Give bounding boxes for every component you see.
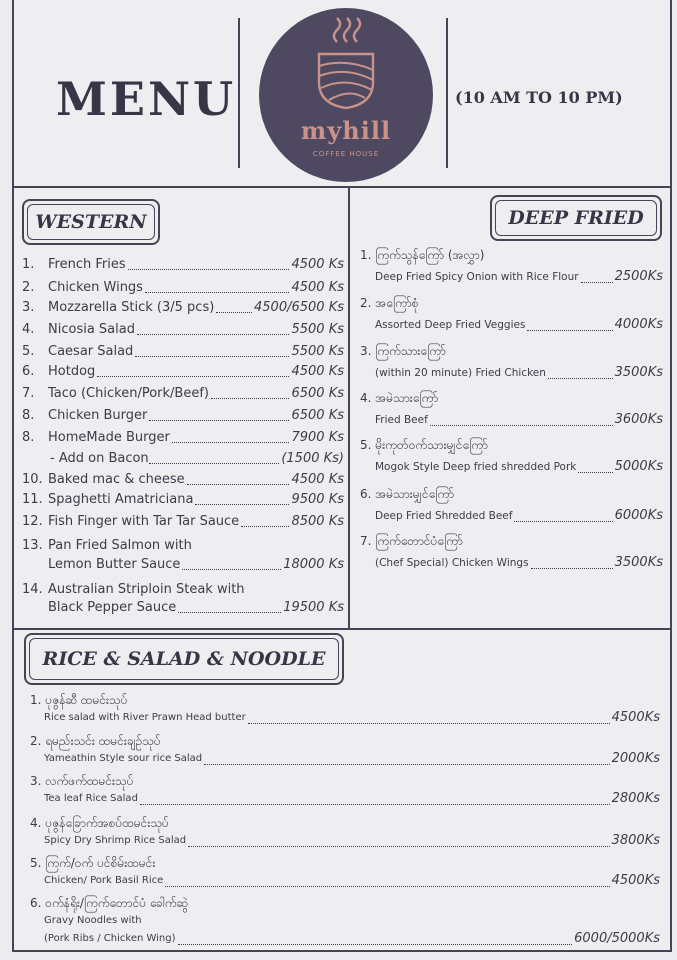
item-price: 4500 Ks — [291, 280, 344, 295]
menu-item-western — [22, 451, 344, 471]
item-price: 8500 Ks — [291, 514, 344, 529]
item-name-burmese: ကြက်သားကြော် — [375, 344, 446, 358]
item-price: 7900 Ks — [291, 430, 344, 445]
item-name: Spaghetti Amatriciana — [48, 492, 194, 507]
page-title: MENU — [56, 72, 237, 126]
leader-dots — [165, 886, 609, 887]
item-name: Deep Fried Shredded Beef — [375, 510, 513, 522]
item-name: Lemon Butter Sauce — [48, 557, 181, 572]
leader-dots — [128, 269, 290, 270]
menu-item-western — [22, 300, 344, 320]
item-name: Taco (Chicken/Pork/Beef) — [48, 386, 209, 401]
menu-item-rice-title — [30, 895, 188, 913]
item-number: 7. — [22, 386, 35, 401]
menu-item-rice — [44, 915, 660, 933]
item-price: 6000Ks — [614, 508, 663, 523]
item-name: French Fries — [48, 257, 126, 272]
item-price: 5500 Ks — [291, 344, 344, 359]
item-name: Spicy Dry Shrimp Rice Salad — [44, 835, 187, 846]
item-price: 2800Ks — [611, 791, 660, 806]
menu-item-deep-fried — [375, 319, 663, 337]
item-number: 3. — [22, 300, 35, 315]
item-number: 4. — [22, 322, 35, 337]
item-name: Yameathin Style sour rice Salad — [44, 753, 203, 764]
menu-item-rice-title — [30, 855, 155, 873]
leader-dots — [581, 282, 613, 283]
menu-item-western — [22, 514, 344, 534]
item-number: 4. — [360, 391, 376, 405]
item-name: Mogok Style Deep fried shredded Pork — [375, 461, 577, 473]
item-name: Pan Fried Salmon with — [48, 538, 192, 553]
item-price: 5000Ks — [614, 459, 663, 474]
item-price: 2000Ks — [611, 751, 660, 766]
item-name: - Add on Bacon — [50, 451, 149, 466]
menu-item-western — [22, 364, 344, 384]
item-number: 7. — [360, 534, 376, 548]
item-name: Chicken/ Pork Basil Rice — [44, 875, 164, 886]
item-number: 6. — [30, 896, 46, 910]
menu-item-western — [22, 386, 344, 406]
item-name-burmese: ပုဇွန်ဆီ ထမင်းသုပ် — [45, 693, 128, 707]
section-title-deep-fried: DEEP FRIED — [490, 195, 662, 241]
leader-dots — [527, 330, 612, 331]
item-name: Gravy Noodles with — [44, 915, 142, 926]
item-name: HomeMade Burger — [48, 430, 170, 445]
item-name: Caesar Salad — [48, 344, 134, 359]
item-price: 4500/6500 Ks — [254, 300, 344, 315]
leader-dots — [204, 764, 609, 765]
leader-dots — [178, 944, 573, 945]
item-number: 3. — [30, 774, 46, 788]
item-number: 3. — [360, 344, 376, 358]
leader-dots — [149, 420, 289, 421]
menu-item-western — [22, 492, 344, 512]
item-number: 5. — [360, 438, 376, 452]
menu-item-rice — [44, 835, 660, 853]
item-price: 4500 Ks — [291, 364, 344, 379]
menu-item-western — [22, 472, 344, 492]
menu-item-deep-fried — [375, 510, 663, 528]
menu-item-western — [22, 600, 344, 620]
leader-dots — [241, 526, 289, 527]
menu-item-rice — [44, 875, 660, 893]
rice-top-rule — [12, 628, 672, 630]
item-price: 2500Ks — [614, 269, 663, 284]
item-name: Assorted Deep Fried Veggies — [375, 319, 526, 331]
item-name: Chicken Wings — [48, 280, 143, 295]
item-number: 8. — [22, 430, 35, 445]
section-title-rice-salad-noodle: RICE & SALAD & NOODLE — [24, 633, 344, 685]
item-number: 2. — [22, 280, 35, 295]
item-price: 18000 Ks — [283, 557, 344, 572]
item-number: 10. — [22, 472, 43, 487]
item-price: 19500 Ks — [283, 600, 344, 615]
column-divider — [348, 186, 350, 630]
menu-item-western — [22, 557, 344, 577]
leader-dots — [187, 484, 290, 485]
item-name-burmese: အမဲသားမျှင်ကြော် — [375, 487, 455, 501]
item-price: 6000/5000Ks — [574, 931, 660, 946]
opening-hours: (10 AM TO 10 PM) — [455, 88, 623, 107]
leader-dots — [97, 376, 289, 377]
item-number: 8. — [22, 408, 35, 423]
menu-item-western — [22, 408, 344, 428]
leader-dots — [195, 504, 289, 505]
item-name-burmese: ဝက်နံရိုး/ကြက်တောင်ပံ ခေါက်ဆွဲ — [45, 896, 189, 910]
item-name: Australian Striploin Steak with — [48, 582, 245, 597]
item-price: 3800Ks — [611, 833, 660, 848]
item-number: 14. — [22, 582, 43, 597]
item-price: 3600Ks — [614, 412, 663, 427]
menu-item-deep-fried-title — [360, 343, 446, 361]
header-divider-left — [238, 18, 240, 168]
leader-dots — [216, 312, 252, 313]
item-name-burmese: ကြက်/ဝက် ပင်စိမ်းထမင်း — [45, 856, 156, 870]
leader-dots — [514, 521, 612, 522]
item-name: Hotdog — [48, 364, 96, 379]
leader-dots — [531, 568, 613, 569]
item-name: Fried Beef — [375, 414, 428, 426]
item-name: Deep Fried Spicy Onion with Rice Flour — [375, 271, 579, 283]
item-price: 3500Ks — [614, 555, 663, 570]
menu-item-deep-fried — [375, 271, 663, 289]
item-number: 1. — [30, 693, 46, 707]
leader-dots — [248, 723, 610, 724]
menu-item-deep-fried — [375, 557, 663, 575]
menu-item-deep-fried-title — [360, 533, 463, 551]
item-name-burmese: ကြက်သွန်ကြော် (အလွှာ) — [375, 248, 485, 262]
item-name-burmese: မိုးကုတ်ဝက်သားမျှင်ကြော် — [375, 438, 488, 452]
leader-dots — [430, 425, 613, 426]
item-price: 6500 Ks — [291, 408, 344, 423]
menu-item-deep-fried — [375, 367, 663, 385]
leader-dots — [137, 334, 290, 335]
leader-dots — [140, 804, 610, 805]
leader-dots — [149, 463, 280, 464]
item-number: 6. — [360, 487, 376, 501]
logo-subtitle: COFFEE HOUSE — [312, 150, 380, 158]
menu-item-deep-fried-title — [360, 295, 418, 313]
menu-item-deep-fried-title — [360, 390, 438, 408]
item-number: 13. — [22, 538, 43, 553]
menu-item-rice — [44, 793, 660, 811]
item-name: Baked mac & cheese — [48, 472, 185, 487]
menu-item-western — [22, 257, 344, 277]
item-number: 5. — [22, 344, 35, 359]
item-name: (Chef Special) Chicken Wings — [375, 557, 529, 569]
menu-item-rice-continued — [44, 933, 660, 951]
header-divider-right — [446, 18, 448, 168]
item-name: Mozzarella Stick (3/5 pcs) — [48, 300, 215, 315]
menu-item-rice-title — [30, 733, 161, 751]
item-price: 4500 Ks — [291, 472, 344, 487]
item-name: (within 20 minute) Fried Chicken — [375, 367, 546, 379]
item-number: 1. — [360, 248, 376, 262]
item-name: (Pork Ribs / Chicken Wing) — [44, 933, 176, 944]
item-number: 11. — [22, 492, 43, 507]
item-name-burmese: ပုဇွန်ခြောက်အစပ်ထမင်းသုပ် — [45, 816, 169, 830]
item-name: Fish Finger with Tar Tar Sauce — [48, 514, 240, 529]
item-name: Nicosia Salad — [48, 322, 135, 337]
leader-dots — [578, 472, 612, 473]
leader-dots — [178, 612, 281, 613]
item-name: Tea leaf Rice Salad — [44, 793, 138, 804]
leader-dots — [135, 356, 289, 357]
menu-item-deep-fried-title — [360, 437, 488, 455]
leader-dots — [548, 378, 613, 379]
item-name: Black Pepper Sauce — [48, 600, 177, 615]
header-bottom-rule — [12, 186, 672, 188]
menu-item-western — [22, 322, 344, 342]
menu-item-western — [22, 280, 344, 300]
item-number: 2. — [30, 734, 46, 748]
item-price: 4500 Ks — [291, 257, 344, 272]
logo-wordmark: myhill — [300, 116, 392, 145]
menu-item-rice — [44, 712, 660, 730]
leader-dots — [145, 292, 290, 293]
item-name-burmese: အမဲသားကြော် — [375, 391, 439, 405]
leader-dots — [172, 442, 290, 443]
item-number: 4. — [30, 816, 46, 830]
item-name-burmese: လက်ဖက်ထမင်းသုပ် — [45, 774, 134, 788]
menu-item-rice-title — [30, 773, 133, 791]
menu-item-deep-fried — [375, 414, 663, 432]
menu-item-rice-title — [30, 815, 169, 833]
menu-item-western — [22, 582, 344, 602]
item-name: Rice salad with River Prawn Head butter — [44, 712, 246, 723]
item-name-burmese: ကြက်တောင်ပံကြော် — [375, 534, 463, 548]
section-title-western: WESTERN — [22, 199, 160, 245]
item-name: Chicken Burger — [48, 408, 148, 423]
item-price: 4000Ks — [614, 317, 663, 332]
leader-dots — [211, 398, 290, 399]
menu-item-deep-fried — [375, 461, 663, 479]
menu-item-deep-fried-title — [360, 247, 484, 265]
item-price: 9500 Ks — [291, 492, 344, 507]
item-number: 2. — [360, 296, 376, 310]
item-price: (1500 Ks) — [281, 451, 344, 466]
menu-item-western — [22, 538, 344, 558]
item-name-burmese: အကြော်စုံ — [375, 296, 419, 310]
item-price: 5500 Ks — [291, 322, 344, 337]
item-number: 1. — [22, 257, 35, 272]
menu-item-western — [22, 344, 344, 364]
item-price: 6500 Ks — [291, 386, 344, 401]
item-price: 4500Ks — [611, 873, 660, 888]
item-name-burmese: ရမည်းသင်း ထမင်းချဉ်သုပ် — [45, 734, 161, 748]
leader-dots — [182, 569, 281, 570]
item-price: 3500Ks — [614, 365, 663, 380]
menu-item-western — [22, 430, 344, 450]
item-number: 5. — [30, 856, 46, 870]
menu-item-rice-title — [30, 692, 127, 710]
item-number: 12. — [22, 514, 43, 529]
leader-dots — [188, 846, 610, 847]
item-price: 4500Ks — [611, 710, 660, 725]
menu-item-deep-fried-title — [360, 486, 454, 504]
item-number: 6. — [22, 364, 35, 379]
logo — [259, 8, 433, 182]
menu-item-rice — [44, 753, 660, 771]
